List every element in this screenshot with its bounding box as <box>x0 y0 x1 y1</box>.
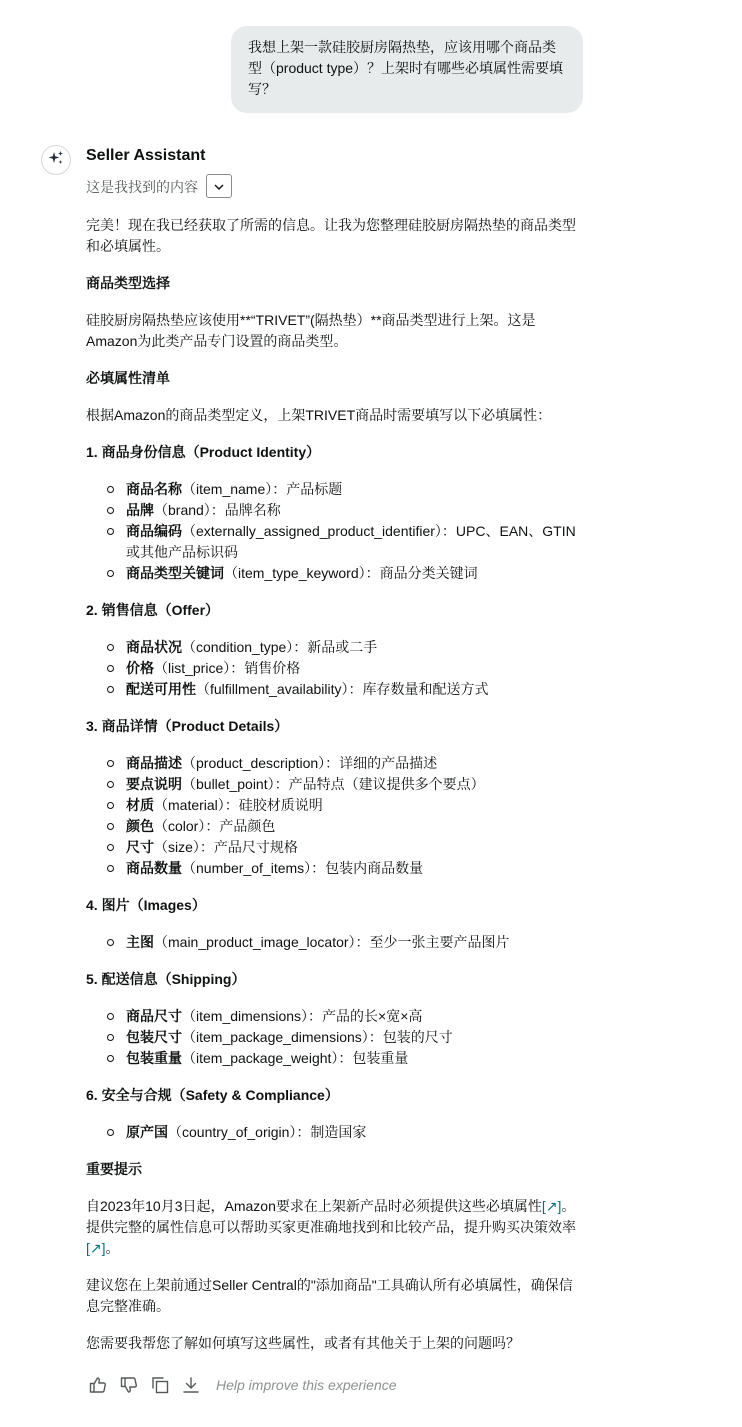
attribute-name: 包装重量 <box>126 1050 182 1066</box>
attribute-desc: （country_of_origin）：制造国家 <box>168 1124 367 1140</box>
required-attributes-intro: 根据Amazon的商品类型定义，上架TRIVET商品时需要填写以下必填属性： <box>86 407 552 423</box>
attribute-name: 商品状况 <box>126 639 182 655</box>
copy-icon[interactable] <box>150 1375 170 1395</box>
notice-text-part: 自2023年10月3日起，Amazon要求在上架新产品时必须提供这些必填属性 <box>86 1198 542 1214</box>
thumbs-up-icon[interactable] <box>88 1375 108 1395</box>
attribute-name: 商品编码 <box>126 523 182 539</box>
list-item <box>126 679 586 700</box>
required-attributes-heading: 必填属性清单 <box>86 370 170 386</box>
attribute-desc: （size）：产品尺寸规格 <box>154 839 298 855</box>
list-item <box>126 521 586 563</box>
attribute-name: 原产国 <box>126 1124 168 1140</box>
assistant-name: Seller Assistant <box>86 147 206 164</box>
chevron-down-icon <box>214 177 224 195</box>
download-icon[interactable] <box>181 1375 201 1395</box>
attribute-desc: （number_of_items）：包装内商品数量 <box>182 860 424 876</box>
advice-text: 建议您在上架前通过Seller Central的"添加商品"工具确认所有必填属性，确保信息完整准确。 <box>86 1277 573 1314</box>
notice-text-part: 。 <box>105 1240 120 1256</box>
attribute-list <box>86 1122 586 1143</box>
citation-link[interactable]: [↗] <box>541 1198 562 1214</box>
assistant-avatar <box>41 145 71 175</box>
attribute-list <box>86 1006 586 1069</box>
sources-expand-button[interactable] <box>206 174 232 198</box>
notice-heading: 重要提示 <box>86 1161 142 1177</box>
attribute-name: 颜色 <box>126 818 154 834</box>
attribute-list <box>86 932 586 953</box>
attribute-desc: （color）：产品颜色 <box>154 818 276 834</box>
feedback-prompt[interactable]: Help improve this experience <box>216 1377 397 1393</box>
attribute-desc: （item_package_weight）：包装重量 <box>182 1050 409 1066</box>
attribute-desc: （bullet_point）：产品特点（建议提供多个要点） <box>182 776 485 792</box>
attribute-name: 要点说明 <box>126 776 182 792</box>
user-message-bubble <box>231 26 583 113</box>
section-title: 5. 配送信息（Shipping） <box>86 971 246 987</box>
sources-label: 这是我找到的内容 <box>86 179 198 195</box>
list-item <box>126 1122 586 1143</box>
attribute-desc: （main_product_image_locator）：至少一张主要产品图片 <box>154 934 510 950</box>
attribute-desc: （brand）：品牌名称 <box>154 502 281 518</box>
attribute-name: 主图 <box>126 934 154 950</box>
closing-question: 您需要我帮您了解如何填写这些属性，或者有其他关于上架的问题吗？ <box>86 1335 520 1351</box>
list-item <box>126 774 586 795</box>
citation-link[interactable]: [↗] <box>86 1240 106 1256</box>
attribute-desc: （externally_assigned_product_identifier）：UPC、EAN、GTIN或其他产品标识码 <box>126 523 576 560</box>
attribute-list <box>86 637 586 700</box>
section-title: 4. 图片（Images） <box>86 897 206 913</box>
list-item <box>126 637 586 658</box>
list-item <box>126 1048 586 1069</box>
attribute-desc: （item_type_keyword）：商品分类关键词 <box>224 565 478 581</box>
attribute-name: 商品名称 <box>126 481 182 497</box>
attribute-name: 商品类型关键词 <box>126 565 224 581</box>
attribute-desc: （item_name）：产品标题 <box>182 481 343 497</box>
attribute-name: 包装尺寸 <box>126 1029 182 1045</box>
attribute-desc: （fulfillment_availability）：库存数量和配送方式 <box>196 681 489 697</box>
list-item <box>126 500 586 521</box>
product-type-heading: 商品类型选择 <box>86 275 170 291</box>
list-item <box>126 1027 586 1048</box>
attribute-desc: （list_price）：销售价格 <box>154 660 301 676</box>
thumbs-down-icon[interactable] <box>119 1375 139 1395</box>
list-item <box>126 932 586 953</box>
list-item <box>126 563 586 584</box>
list-item <box>126 858 586 879</box>
attribute-desc: （material）：硅胶材质说明 <box>154 797 323 813</box>
list-item <box>126 658 586 679</box>
response-intro: 完美！现在我已经获取了所需的信息。让我为您整理硅胶厨房隔热垫的商品类型和必填属性。 <box>86 217 576 254</box>
sparkle-icon <box>48 150 64 171</box>
attribute-name: 尺寸 <box>126 839 154 855</box>
list-item <box>126 837 586 858</box>
assistant-response <box>86 215 586 1370</box>
list-item <box>126 479 586 500</box>
notice-text-part: 。提供完整的属性信息可以帮助买家更准确地找到和比较产品，提升购买决策效率 <box>86 1198 576 1235</box>
attribute-name: 商品尺寸 <box>126 1008 182 1024</box>
attribute-desc: （item_dimensions）：产品的长×宽×高 <box>182 1008 423 1024</box>
response-actions-bar <box>88 1374 397 1396</box>
attribute-name: 材质 <box>126 797 154 813</box>
list-item <box>126 795 586 816</box>
attribute-desc: （product_description）：详细的产品描述 <box>182 755 438 771</box>
section-title: 6. 安全与合规（Safety & Compliance） <box>86 1087 339 1103</box>
attribute-list <box>86 479 586 584</box>
attribute-desc: （item_package_dimensions）：包装的尺寸 <box>182 1029 453 1045</box>
list-item <box>126 1006 586 1027</box>
notice-text <box>86 1196 586 1259</box>
list-item <box>126 753 586 774</box>
user-message-text: 我想上架一款硅胶厨房隔热垫，应该用哪个商品类型（product type）？上架时有哪些必填属性需要填写？ <box>248 39 564 97</box>
section-title: 2. 销售信息（Offer） <box>86 602 220 618</box>
attribute-name: 商品数量 <box>126 860 182 876</box>
section-title: 1. 商品身份信息（Product Identity） <box>86 444 321 460</box>
list-item <box>126 816 586 837</box>
attribute-name: 价格 <box>126 660 154 676</box>
attribute-name: 配送可用性 <box>126 681 196 697</box>
product-type-text: 硅胶厨房隔热垫应该使用**“TRIVET”(隔热垫）**商品类型进行上架。这是Amazon为此类产品专门设置的商品类型。 <box>86 312 536 349</box>
attribute-list <box>86 753 586 879</box>
attribute-desc: （condition_type）：新品或二手 <box>182 639 378 655</box>
attribute-name: 商品描述 <box>126 755 182 771</box>
section-title: 3. 商品详情（Product Details） <box>86 718 289 734</box>
attribute-name: 品牌 <box>126 502 154 518</box>
